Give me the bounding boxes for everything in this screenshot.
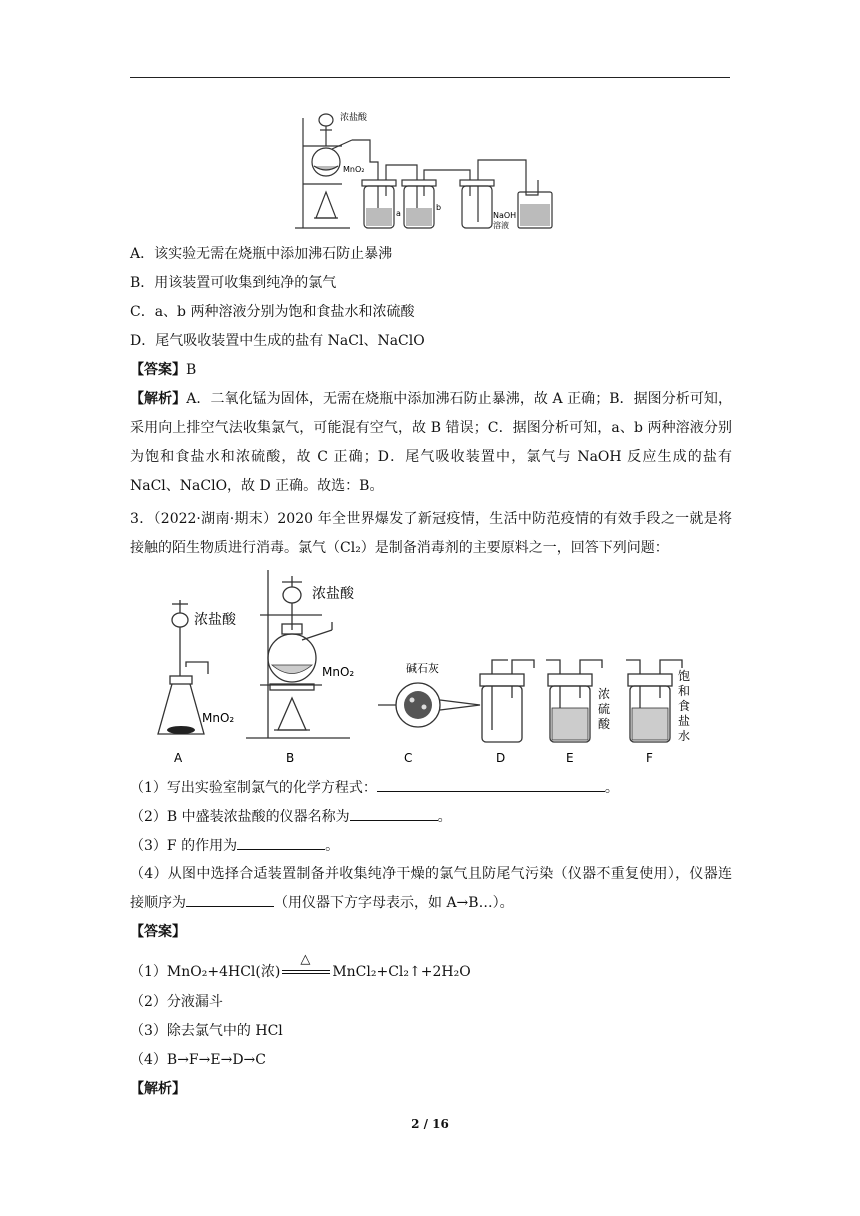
q3-answer-3: （3）除去氯气中的 HCl bbox=[130, 1023, 283, 1039]
q2-option-b: B．用该装置可收集到纯净的氯气 bbox=[130, 275, 337, 291]
q2-answer bbox=[130, 360, 196, 380]
q2-option-a: A．该实验无需在烧瓶中添加沸石防止暴沸 bbox=[130, 246, 393, 262]
fig2-e-label-3: 酸 bbox=[598, 717, 611, 731]
fig1-label-mno2: MnO₂ bbox=[343, 165, 365, 174]
header-rule bbox=[130, 77, 730, 78]
fig2-caption-b: B bbox=[286, 751, 295, 765]
q3-answer-1-left: （1）MnO₂+4HCl(浓) bbox=[130, 964, 281, 980]
q3-sub2-text: （2）B 中盛装浓盐酸的仪器名称为 bbox=[130, 809, 350, 825]
q3-answer-label: 【答案】 bbox=[130, 924, 186, 940]
fig2-f-label-3: 食 bbox=[678, 699, 691, 713]
reaction-condition bbox=[280, 952, 332, 982]
fig2-e-label-1: 浓 bbox=[598, 687, 611, 701]
q3-sub2 bbox=[130, 806, 452, 827]
q3-sub4-text: （4）从图中选择合适装置制备并收集纯净干燥的氯气且防尾气污染（仪器不重复使用），仪器连接顺序为 bbox=[130, 866, 732, 911]
q2-analysis bbox=[130, 385, 732, 501]
fig2-caption-f: F bbox=[646, 751, 653, 765]
fig2-mno2-b: MnO₂ bbox=[322, 665, 355, 679]
heat-symbol: △ bbox=[300, 952, 311, 967]
fig2-caption-d: D bbox=[496, 751, 506, 765]
q3-sub1-end: 。 bbox=[604, 780, 619, 796]
q3-answer-4: （4）B→F→E→D→C bbox=[130, 1052, 266, 1068]
fig2-f-label-2: 和 bbox=[678, 684, 691, 698]
apparatus-figure-1 bbox=[290, 100, 565, 236]
fig2-acid-a: 浓盐酸 bbox=[194, 612, 236, 628]
fig2-caption-e: E bbox=[566, 751, 574, 765]
fig2-f-label-5: 水 bbox=[678, 729, 691, 743]
q3-answer-1 bbox=[130, 952, 471, 982]
q3-sub1-text: （1）写出实验室制氯气的化学方程式： bbox=[130, 780, 377, 796]
q2-answer-value: B bbox=[186, 362, 197, 378]
fig2-caption-a: A bbox=[174, 751, 183, 765]
q3-sub3-blank bbox=[237, 835, 325, 850]
q3-sub4-blank bbox=[186, 892, 274, 907]
q3-sub3-text: （3）F 的作用为 bbox=[130, 838, 238, 854]
q3-sub3-end: 。 bbox=[325, 838, 340, 854]
fig1-label-naoh: NaOH bbox=[493, 211, 517, 220]
q3-sub4 bbox=[130, 860, 732, 918]
fig2-f-label-1: 饱 bbox=[678, 669, 691, 683]
page-number: 2 / 16 bbox=[411, 1117, 449, 1131]
q2-option-d: D．尾气吸收装置中生成的盐有 NaCl、NaClO bbox=[130, 333, 425, 349]
q3-sub3 bbox=[130, 835, 339, 856]
q3-answer-2: （2）分液漏斗 bbox=[130, 994, 223, 1010]
fig2-soda-lime: 碱石灰 bbox=[406, 662, 439, 675]
fig1-label-b: b bbox=[436, 203, 442, 212]
q3-stem: 3．（2022·湖南·期末）2020 年全世界爆发了新冠疫情，生活中防范疫情的有效手段之一就是将接触的陌生物质进行消毒。氯气（Cl₂）是制备消毒剂的主要原料之一，回答下列问题： bbox=[130, 511, 732, 556]
fig2-e-label-2: 硫 bbox=[598, 702, 611, 716]
fig2-acid-b: 浓盐酸 bbox=[312, 586, 354, 602]
q2-answer-label: 【答案】 bbox=[130, 362, 186, 378]
q3-sub1 bbox=[130, 777, 619, 798]
fig1-label-acid: 浓盐酸 bbox=[340, 113, 368, 123]
q3-analysis-label: 【解析】 bbox=[130, 1081, 186, 1097]
q3-sub2-end: 。 bbox=[437, 809, 452, 825]
q2-option-c: C．a、b 两种溶液分别为饱和食盐水和浓硫酸 bbox=[130, 304, 415, 320]
apparatus-figure-2 bbox=[150, 570, 700, 766]
q3-answer-1-right: MnCl₂+Cl₂↑+2H₂O bbox=[332, 964, 471, 980]
q3-sub2-blank bbox=[350, 806, 438, 821]
q3-sub1-blank bbox=[377, 777, 605, 792]
fig2-f-label-4: 盐 bbox=[678, 714, 691, 728]
fig2-mno2-a: MnO₂ bbox=[202, 711, 235, 725]
fig2-caption-c: C bbox=[404, 751, 413, 765]
q2-analysis-text: A．二氧化锰为固体，无需在烧瓶中添加沸石防止暴沸，故 A 正确；B．据图分析可知，采用向上排空气法收集氯气，可能混有空气，故 B 错误；C．据图分析可知，a、b 两种溶液分别为饱和食盐水和浓硫酸，故 C 正确；D．尾气吸收装置中，氯气与 NaOH 反应生成的盐有 NaCl、NaClO，故 D 正确。故选：B。 bbox=[130, 391, 732, 494]
q3-sub4-end: （用仪器下方字母表示，如 A→B…）。 bbox=[274, 895, 514, 911]
fig1-label-a: a bbox=[396, 209, 401, 218]
q2-analysis-label: 【解析】 bbox=[130, 391, 187, 407]
fig1-label-solution: 溶液 bbox=[493, 221, 509, 230]
